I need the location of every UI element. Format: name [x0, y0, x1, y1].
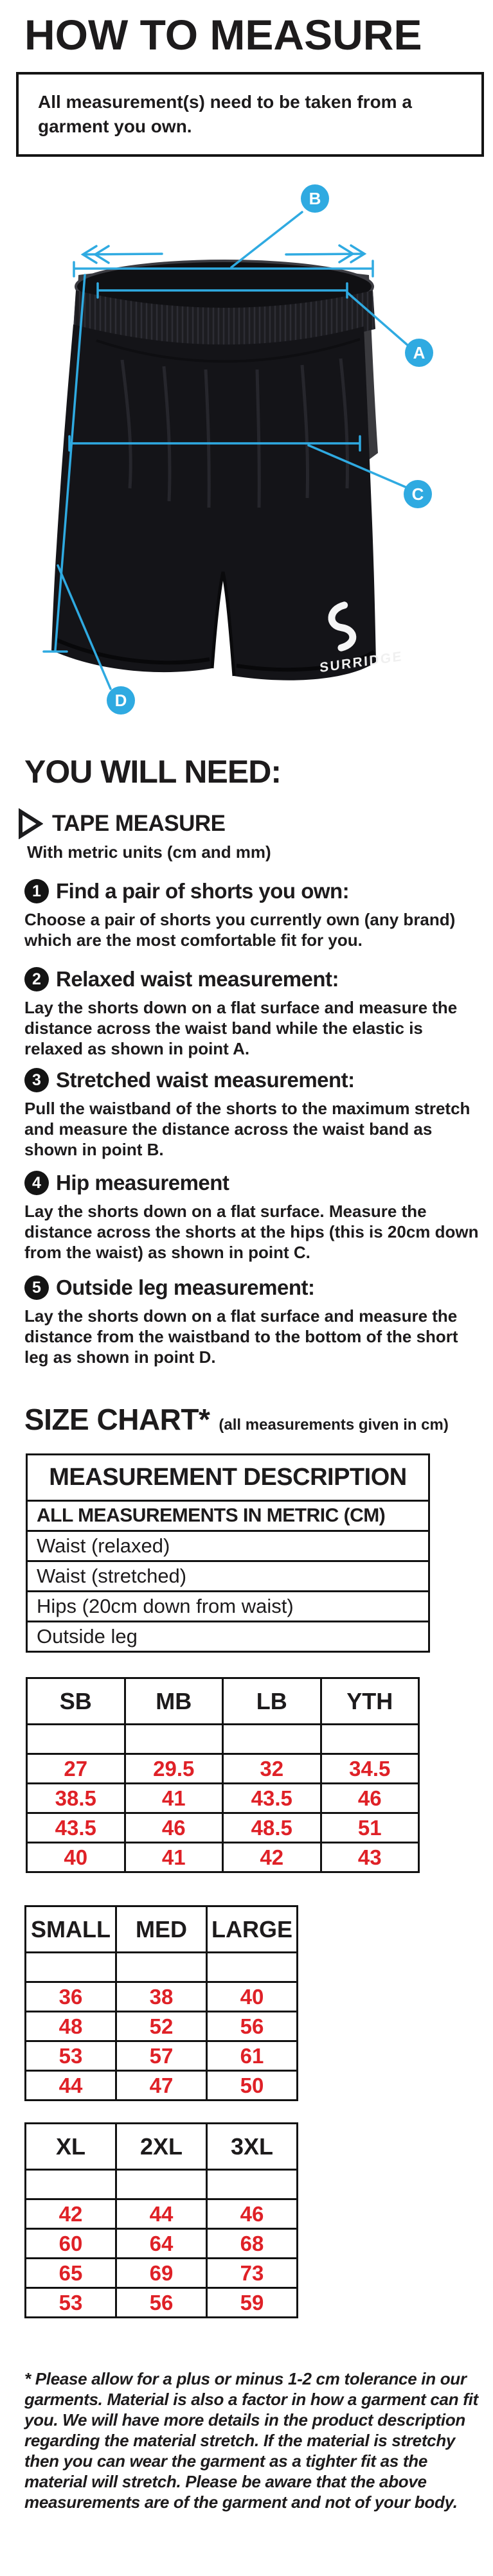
- step-3: [24, 1068, 486, 1160]
- step-4-title: Hip measurement: [56, 1171, 229, 1195]
- value-cell: 43.5: [27, 1813, 125, 1843]
- empty-cell: [125, 1725, 223, 1754]
- value-cell: 44: [116, 2199, 207, 2229]
- waist-stretched-row: [26, 2229, 298, 2259]
- value-cell: 65: [26, 2259, 116, 2288]
- svg-text:D: D: [114, 691, 127, 710]
- step-2-title: Relaxed waist measurement:: [56, 967, 339, 991]
- step-2-badge: 2: [24, 967, 49, 991]
- hips-row: [27, 1813, 419, 1843]
- size-table-adult: [24, 1905, 298, 2101]
- size-table-junior: [26, 1677, 420, 1873]
- waist-relaxed-row: [26, 2199, 298, 2229]
- value-cell: 38: [116, 1982, 207, 2012]
- outside-leg-row: [27, 1843, 419, 1872]
- step-1-title: Find a pair of shorts you own:: [56, 879, 350, 903]
- value-cell: 68: [207, 2229, 298, 2259]
- value-cell: 44: [26, 2071, 116, 2101]
- empty-cell: [26, 1953, 116, 1982]
- waist-stretched-row: [26, 2012, 298, 2041]
- value-cell: 42: [223, 1843, 321, 1872]
- spacer-row: [26, 2170, 298, 2199]
- outside-leg-row: [26, 2071, 298, 2101]
- waist-stretched-row: [27, 1784, 419, 1813]
- svg-text:C: C: [411, 484, 424, 504]
- step-5-title: Outside leg measurement:: [56, 1275, 315, 1299]
- empty-cell: [26, 2170, 116, 2199]
- size-header: YTH: [321, 1678, 419, 1725]
- shorts-illustration: [51, 261, 405, 680]
- tape-measure-item: [16, 808, 226, 839]
- value-cell: 40: [27, 1843, 125, 1872]
- size-header-row: [27, 1678, 419, 1725]
- size-chart-heading-row: [24, 1402, 449, 1437]
- empty-cell: [321, 1725, 419, 1754]
- value-cell: 36: [26, 1982, 116, 2012]
- size-header: MED: [116, 1906, 207, 1953]
- measurement-description-table: [26, 1453, 430, 1653]
- spacer-row: [27, 1725, 419, 1754]
- step-3-body: Pull the waistband of the shorts to the maximum stretch and measure the distance across the waist band as shown in point B.: [24, 1099, 471, 1159]
- step-3-badge: 3: [24, 1068, 49, 1092]
- value-cell: 46: [207, 2199, 298, 2229]
- empty-cell: [116, 1953, 207, 1982]
- value-cell: 41: [125, 1784, 223, 1813]
- size-header-row: [26, 1906, 298, 1953]
- value-cell: 53: [26, 2288, 116, 2318]
- empty-cell: [223, 1725, 321, 1754]
- value-cell: 50: [207, 2071, 298, 2101]
- svg-text:B: B: [309, 189, 321, 208]
- step-5-badge: 5: [24, 1275, 49, 1300]
- size-table-xl: [24, 2122, 298, 2318]
- step-5: [24, 1275, 486, 1367]
- tolerance-footnote: * Please allow for a plus or minus 1-2 cm tolerance in our garments. Material is also a factor in how a garment can fit you. We will have more details in the product description regarding the material stretch. If the material is stretchy then you can wear the garment as a tighter fit as the material will stretch. Please be aware that the above measurements are of the garment and not of your body.: [24, 2369, 478, 2512]
- step-1-body: Choose a pair of shorts you currently own (any brand) which are the most comfortable fit for you.: [24, 910, 456, 950]
- value-cell: 56: [207, 2012, 298, 2041]
- you-will-need-heading: YOU WILL NEED:: [24, 754, 281, 790]
- size-header: LARGE: [207, 1906, 298, 1953]
- value-cell: 51: [321, 1813, 419, 1843]
- value-cell: 64: [116, 2229, 207, 2259]
- step-3-title: Stretched waist measurement:: [56, 1068, 355, 1092]
- value-cell: 27: [27, 1754, 125, 1784]
- brand-text: SURRIDGE: [319, 648, 404, 676]
- value-cell: 47: [116, 2071, 207, 2101]
- spacer-row: [26, 1953, 298, 1982]
- marker-a: [405, 339, 433, 367]
- value-cell: 43.5: [223, 1784, 321, 1813]
- value-cell: 60: [26, 2229, 116, 2259]
- step-4-badge: 4: [24, 1171, 49, 1195]
- value-cell: 43: [321, 1843, 419, 1872]
- page-title: HOW TO MEASURE: [24, 11, 422, 58]
- hips-row: [26, 2041, 298, 2071]
- tape-measure-icon: [16, 808, 43, 839]
- measure-label-waist-stretched: Waist (stretched): [27, 1561, 429, 1592]
- value-cell: 57: [116, 2041, 207, 2071]
- value-cell: 61: [207, 2041, 298, 2071]
- size-header: LB: [223, 1678, 321, 1725]
- step-1: [24, 879, 486, 950]
- step-2-body: Lay the shorts down on a flat surface and measure the distance across the waist band while the elastic is relaxed as shown in point A.: [24, 998, 458, 1058]
- size-header: SB: [27, 1678, 125, 1725]
- hips-row: [26, 2259, 298, 2288]
- notice-box: [16, 72, 484, 157]
- value-cell: 32: [223, 1754, 321, 1784]
- step-5-body: Lay the shorts down on a flat surface and measure the distance from the waistband to the bottom of the short leg as shown in point D.: [24, 1306, 458, 1367]
- step-2: [24, 967, 486, 1059]
- measure-label-outside-leg: Outside leg: [27, 1622, 429, 1652]
- size-header: 3XL: [207, 2124, 298, 2170]
- size-chart-subtitle: (all measurements given in cm): [219, 1416, 449, 1434]
- value-cell: 48.5: [223, 1813, 321, 1843]
- shorts-measurement-diagram: [0, 173, 493, 752]
- empty-cell: [207, 1953, 298, 1982]
- marker-c: [404, 480, 432, 508]
- size-header: 2XL: [116, 2124, 207, 2170]
- step-4-body: Lay the shorts down on a flat surface. Measure the distance across the shorts at the hips (this is 20cm down from the waist) as shown in point C.: [24, 1202, 479, 1262]
- value-cell: 48: [26, 2012, 116, 2041]
- description-table-title: MEASUREMENT DESCRIPTION: [27, 1455, 429, 1501]
- value-cell: 46: [125, 1813, 223, 1843]
- step-1-badge: 1: [24, 879, 49, 903]
- step-4: [24, 1171, 486, 1263]
- notice-text: All measurement(s) need to be taken from a garment you own.: [38, 92, 412, 136]
- tape-measure-note: With metric units (cm and mm): [27, 842, 271, 862]
- value-cell: 34.5: [321, 1754, 419, 1784]
- value-cell: 40: [207, 1982, 298, 2012]
- size-chart-title: SIZE CHART*: [24, 1403, 210, 1436]
- empty-cell: [27, 1725, 125, 1754]
- value-cell: 69: [116, 2259, 207, 2288]
- marker-b: [301, 184, 329, 213]
- value-cell: 73: [207, 2259, 298, 2288]
- value-cell: 53: [26, 2041, 116, 2071]
- size-header: XL: [26, 2124, 116, 2170]
- outside-leg-row: [26, 2288, 298, 2318]
- value-cell: 41: [125, 1843, 223, 1872]
- marker-d: [107, 686, 135, 715]
- value-cell: 42: [26, 2199, 116, 2229]
- measure-label-hips: Hips (20cm down from waist): [27, 1592, 429, 1622]
- value-cell: 38.5: [27, 1784, 125, 1813]
- value-cell: 59: [207, 2288, 298, 2318]
- value-cell: 52: [116, 2012, 207, 2041]
- value-cell: 56: [116, 2288, 207, 2318]
- waist-relaxed-row: [27, 1754, 419, 1784]
- svg-text:A: A: [413, 343, 426, 362]
- value-cell: 29.5: [125, 1754, 223, 1784]
- waist-relaxed-row: [26, 1982, 298, 2012]
- size-header: SMALL: [26, 1906, 116, 1953]
- leader-line-b: [231, 212, 302, 267]
- empty-cell: [207, 2170, 298, 2199]
- tape-measure-label: TAPE MEASURE: [52, 811, 226, 836]
- size-header-row: [26, 2124, 298, 2170]
- measure-label-waist-relaxed: Waist (relaxed): [27, 1531, 429, 1561]
- empty-cell: [116, 2170, 207, 2199]
- description-table-unit-note: ALL MEASUREMENTS IN METRIC (CM): [27, 1501, 429, 1531]
- size-header: MB: [125, 1678, 223, 1725]
- value-cell: 46: [321, 1784, 419, 1813]
